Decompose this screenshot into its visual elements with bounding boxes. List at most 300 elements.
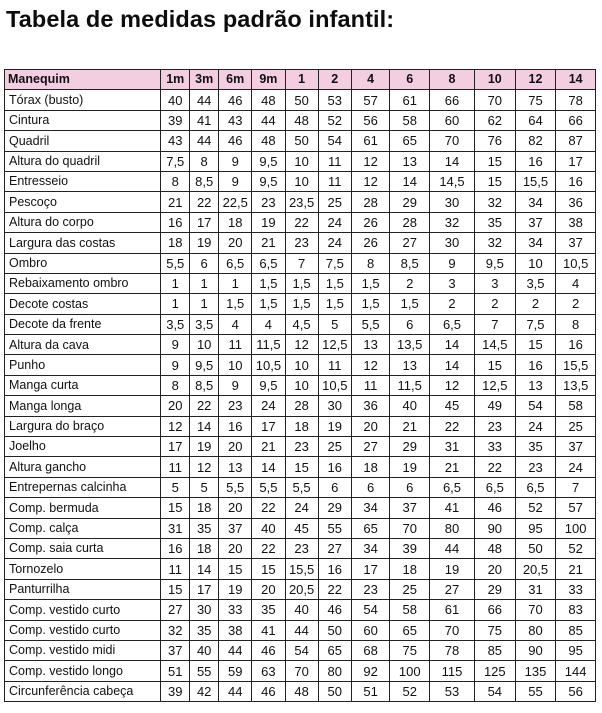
- table-cell: 45: [285, 518, 318, 538]
- table-cell: 24: [285, 498, 318, 518]
- row-label: Largura do braço: [5, 416, 161, 436]
- table-cell: 35: [474, 212, 515, 232]
- table-cell: 24: [556, 457, 596, 477]
- table-cell: 55: [318, 518, 351, 538]
- table-cell: 100: [390, 661, 430, 681]
- table-cell: 20: [474, 559, 515, 579]
- table-cell: 14: [390, 171, 430, 191]
- table-cell: 22: [252, 538, 285, 558]
- table-cell: 48: [474, 538, 515, 558]
- row-label: Panturrilha: [5, 579, 161, 599]
- header-cell-manequim: Manequim: [5, 70, 161, 90]
- table-cell: 9: [430, 253, 475, 273]
- table-row: [5, 416, 596, 436]
- table-cell: 25: [390, 579, 430, 599]
- table-cell: 24: [515, 416, 556, 436]
- table-cell: 1,5: [252, 273, 285, 293]
- table-row: [5, 355, 596, 375]
- table-cell: 56: [351, 110, 390, 130]
- header-cell-size: 3m: [190, 70, 219, 90]
- table-cell: 35: [252, 600, 285, 620]
- table-cell: 8,5: [390, 253, 430, 273]
- table-cell: 6,5: [515, 477, 556, 497]
- table-cell: 57: [351, 90, 390, 110]
- table-cell: 22: [190, 192, 219, 212]
- table-cell: 15: [219, 559, 252, 579]
- row-label: Comp. vestido curto: [5, 600, 161, 620]
- table-cell: 30: [430, 192, 475, 212]
- table-cell: 14: [430, 151, 475, 171]
- table-cell: 11: [318, 171, 351, 191]
- table-cell: 14: [190, 559, 219, 579]
- table-cell: 17: [252, 416, 285, 436]
- table-cell: 6,5: [252, 253, 285, 273]
- table-cell: 52: [556, 538, 596, 558]
- table-cell: 20: [219, 498, 252, 518]
- table-cell: 18: [190, 498, 219, 518]
- table-cell: 34: [515, 192, 556, 212]
- table-cell: 27: [161, 600, 190, 620]
- table-cell: 62: [474, 110, 515, 130]
- table-cell: 85: [556, 620, 596, 640]
- table-cell: 22: [474, 457, 515, 477]
- table-cell: 10: [219, 355, 252, 375]
- row-label: Comp. saia curta: [5, 538, 161, 558]
- table-cell: 1,5: [351, 273, 390, 293]
- table-cell: 65: [318, 640, 351, 660]
- table-cell: 56: [556, 681, 596, 701]
- table-row: [5, 171, 596, 191]
- table-cell: 53: [430, 681, 475, 701]
- table-row: [5, 498, 596, 518]
- table-cell: 34: [351, 498, 390, 518]
- table-cell: 30: [318, 396, 351, 416]
- row-label: Entrepernas calcinha: [5, 477, 161, 497]
- header-cell-size: 4: [351, 70, 390, 90]
- row-label: Ombro: [5, 253, 161, 273]
- table-cell: 95: [556, 640, 596, 660]
- table-cell: 44: [219, 640, 252, 660]
- table-row: [5, 477, 596, 497]
- table-cell: 16: [318, 559, 351, 579]
- row-label: Altura do corpo: [5, 212, 161, 232]
- table-row: [5, 538, 596, 558]
- table-header-row: [5, 70, 596, 90]
- table-cell: 90: [474, 518, 515, 538]
- table-cell: 6,5: [474, 477, 515, 497]
- table-cell: 11: [219, 335, 252, 355]
- table-cell: 21: [161, 192, 190, 212]
- table-cell: 7,5: [161, 151, 190, 171]
- table-cell: 32: [474, 192, 515, 212]
- row-label: Comp. vestido longo: [5, 661, 161, 681]
- table-cell: 68: [351, 640, 390, 660]
- row-label: Comp. vestido midi: [5, 640, 161, 660]
- table-cell: 1,5: [285, 294, 318, 314]
- table-cell: 23: [252, 192, 285, 212]
- table-cell: 3: [430, 273, 475, 293]
- table-cell: 5,5: [161, 253, 190, 273]
- table-cell: 37: [219, 518, 252, 538]
- table-row: [5, 314, 596, 334]
- table-cell: 15,5: [556, 355, 596, 375]
- table-cell: 29: [318, 498, 351, 518]
- table-cell: 13,5: [556, 375, 596, 395]
- table-cell: 66: [556, 110, 596, 130]
- table-cell: 52: [515, 498, 556, 518]
- table-cell: 12: [351, 171, 390, 191]
- table-cell: 16: [515, 355, 556, 375]
- header-cell-size: 10: [474, 70, 515, 90]
- table-cell: 11: [161, 559, 190, 579]
- table-row: [5, 335, 596, 355]
- table-cell: 25: [318, 437, 351, 457]
- table-cell: 10: [285, 375, 318, 395]
- table-row: [5, 110, 596, 130]
- table-cell: 15: [161, 498, 190, 518]
- table-cell: 12: [351, 355, 390, 375]
- table-cell: 15: [252, 559, 285, 579]
- table-row: [5, 457, 596, 477]
- table-row: [5, 151, 596, 171]
- table-cell: 23: [285, 538, 318, 558]
- table-cell: 51: [161, 661, 190, 681]
- table-cell: 39: [161, 110, 190, 130]
- table-cell: 82: [515, 131, 556, 151]
- table-cell: 24: [318, 212, 351, 232]
- table-cell: 25: [318, 192, 351, 212]
- table-row: [5, 640, 596, 660]
- table-cell: 39: [390, 538, 430, 558]
- table-cell: 40: [252, 518, 285, 538]
- table-cell: 12: [285, 335, 318, 355]
- table-cell: 125: [474, 661, 515, 681]
- table-cell: 50: [318, 681, 351, 701]
- table-cell: 9,5: [190, 355, 219, 375]
- table-cell: 36: [351, 396, 390, 416]
- table-cell: 50: [285, 131, 318, 151]
- table-cell: 9: [219, 375, 252, 395]
- table-cell: 22: [430, 416, 475, 436]
- table-cell: 3,5: [190, 314, 219, 334]
- table-cell: 90: [515, 640, 556, 660]
- table-cell: 5,5: [219, 477, 252, 497]
- table-cell: 15: [161, 579, 190, 599]
- table-cell: 32: [474, 233, 515, 253]
- table-cell: 70: [430, 131, 475, 151]
- table-cell: 35: [515, 437, 556, 457]
- table-cell: 1: [190, 273, 219, 293]
- table-cell: 115: [430, 661, 475, 681]
- table-cell: 83: [556, 600, 596, 620]
- table-cell: 27: [318, 538, 351, 558]
- table-cell: 44: [190, 131, 219, 151]
- table-cell: 15: [474, 355, 515, 375]
- table-cell: 13: [219, 457, 252, 477]
- table-cell: 16: [556, 171, 596, 191]
- table-cell: 23,5: [285, 192, 318, 212]
- table-cell: 52: [318, 110, 351, 130]
- table-cell: 35: [190, 620, 219, 640]
- table-cell: 61: [430, 600, 475, 620]
- table-cell: 18: [219, 212, 252, 232]
- table-cell: 19: [390, 457, 430, 477]
- table-cell: 70: [515, 600, 556, 620]
- table-cell: 5,5: [285, 477, 318, 497]
- table-cell: 1,5: [252, 294, 285, 314]
- table-cell: 26: [351, 212, 390, 232]
- row-label: Altura do quadril: [5, 151, 161, 171]
- table-cell: 12,5: [474, 375, 515, 395]
- table-cell: 12: [161, 416, 190, 436]
- row-label: Joelho: [5, 437, 161, 457]
- table-cell: 80: [318, 661, 351, 681]
- table-cell: 10: [285, 355, 318, 375]
- table-cell: 16: [161, 538, 190, 558]
- table-row: [5, 253, 596, 273]
- table-cell: 28: [351, 192, 390, 212]
- table-cell: 18: [285, 416, 318, 436]
- table-cell: 58: [390, 110, 430, 130]
- table-cell: 44: [285, 620, 318, 640]
- table-cell: 13: [515, 375, 556, 395]
- table-cell: 26: [351, 233, 390, 253]
- table-cell: 75: [474, 620, 515, 640]
- table-cell: 7: [285, 253, 318, 273]
- table-cell: 46: [252, 681, 285, 701]
- table-cell: 28: [285, 396, 318, 416]
- table-row: [5, 620, 596, 640]
- table-cell: 85: [474, 640, 515, 660]
- table-cell: 144: [556, 661, 596, 681]
- table-cell: 15,5: [285, 559, 318, 579]
- table-cell: 2: [430, 294, 475, 314]
- table-cell: 9,5: [252, 375, 285, 395]
- table-cell: 37: [556, 233, 596, 253]
- table-cell: 12,5: [318, 335, 351, 355]
- header-cell-size: 1: [285, 70, 318, 90]
- table-cell: 19: [318, 416, 351, 436]
- table-cell: 70: [474, 90, 515, 110]
- table-cell: 18: [161, 233, 190, 253]
- table-cell: 40: [190, 640, 219, 660]
- size-table: [4, 69, 596, 702]
- table-row: [5, 233, 596, 253]
- table-cell: 48: [285, 681, 318, 701]
- table-cell: 66: [430, 90, 475, 110]
- table-cell: 21: [390, 416, 430, 436]
- table-cell: 30: [430, 233, 475, 253]
- table-cell: 30: [190, 600, 219, 620]
- table-cell: 65: [351, 518, 390, 538]
- table-cell: 24: [318, 233, 351, 253]
- row-label: Decote costas: [5, 294, 161, 314]
- table-cell: 59: [219, 661, 252, 681]
- table-cell: 8,5: [190, 171, 219, 191]
- table-cell: 8: [556, 314, 596, 334]
- table-cell: 54: [318, 131, 351, 151]
- header-cell-size: 12: [515, 70, 556, 90]
- table-cell: 16: [556, 335, 596, 355]
- table-cell: 48: [252, 90, 285, 110]
- table-cell: 10,5: [556, 253, 596, 273]
- table-cell: 80: [515, 620, 556, 640]
- table-cell: 24: [252, 396, 285, 416]
- table-cell: 15: [515, 335, 556, 355]
- table-cell: 6: [390, 314, 430, 334]
- table-cell: 75: [515, 90, 556, 110]
- table-cell: 5: [318, 314, 351, 334]
- row-label: Manga curta: [5, 375, 161, 395]
- table-cell: 22: [285, 212, 318, 232]
- table-cell: 4: [252, 314, 285, 334]
- table-cell: 37: [515, 212, 556, 232]
- table-cell: 9,5: [474, 253, 515, 273]
- table-cell: 6: [390, 477, 430, 497]
- row-label: Cintura: [5, 110, 161, 130]
- table-cell: 14,5: [474, 335, 515, 355]
- table-cell: 28: [390, 212, 430, 232]
- table-cell: 19: [252, 212, 285, 232]
- table-cell: 16: [515, 151, 556, 171]
- table-cell: 15: [285, 457, 318, 477]
- table-cell: 8: [161, 375, 190, 395]
- table-cell: 13: [390, 151, 430, 171]
- table-cell: 1,5: [285, 273, 318, 293]
- table-cell: 9: [161, 335, 190, 355]
- table-cell: 17: [161, 437, 190, 457]
- header-cell-size: 1m: [161, 70, 190, 90]
- table-cell: 1,5: [351, 294, 390, 314]
- table-cell: 39: [161, 681, 190, 701]
- table-row: [5, 212, 596, 232]
- table-cell: 80: [430, 518, 475, 538]
- table-cell: 54: [474, 681, 515, 701]
- table-cell: 18: [390, 559, 430, 579]
- table-cell: 78: [430, 640, 475, 660]
- table-cell: 8: [161, 171, 190, 191]
- table-cell: 65: [390, 131, 430, 151]
- table-cell: 14: [190, 416, 219, 436]
- table-cell: 44: [219, 681, 252, 701]
- table-cell: 13: [351, 335, 390, 355]
- table-cell: 9,5: [252, 151, 285, 171]
- table-cell: 34: [351, 538, 390, 558]
- table-cell: 20: [351, 416, 390, 436]
- table-cell: 55: [190, 661, 219, 681]
- table-cell: 40: [390, 396, 430, 416]
- row-label: Punho: [5, 355, 161, 375]
- table-cell: 95: [515, 518, 556, 538]
- table-cell: 15,5: [515, 171, 556, 191]
- table-cell: 22,5: [219, 192, 252, 212]
- table-cell: 20: [219, 233, 252, 253]
- table-cell: 12: [351, 151, 390, 171]
- row-label: Altura gancho: [5, 457, 161, 477]
- table-cell: 38: [556, 212, 596, 232]
- table-cell: 2: [556, 294, 596, 314]
- row-label: Circunferência cabeça: [5, 681, 161, 701]
- table-cell: 31: [515, 579, 556, 599]
- table-cell: 4,5: [285, 314, 318, 334]
- table-cell: 19: [190, 233, 219, 253]
- table-cell: 20: [161, 396, 190, 416]
- table-cell: 14,5: [430, 171, 475, 191]
- table-cell: 9: [161, 355, 190, 375]
- table-cell: 27: [390, 233, 430, 253]
- table-cell: 12: [430, 375, 475, 395]
- table-cell: 31: [161, 518, 190, 538]
- table-cell: 29: [390, 437, 430, 457]
- table-row: [5, 600, 596, 620]
- table-cell: 70: [390, 518, 430, 538]
- table-cell: 1,5: [318, 294, 351, 314]
- table-cell: 3,5: [515, 273, 556, 293]
- table-cell: 51: [351, 681, 390, 701]
- table-cell: 41: [190, 110, 219, 130]
- row-label: Comp. calça: [5, 518, 161, 538]
- table-cell: 61: [351, 131, 390, 151]
- table-cell: 61: [390, 90, 430, 110]
- table-cell: 1: [219, 273, 252, 293]
- table-cell: 14: [430, 355, 475, 375]
- table-cell: 46: [318, 600, 351, 620]
- table-cell: 12: [190, 457, 219, 477]
- table-cell: 1: [161, 294, 190, 314]
- table-cell: 11: [351, 375, 390, 395]
- table-cell: 60: [351, 620, 390, 640]
- header-cell-size: 2: [318, 70, 351, 90]
- table-cell: 37: [556, 437, 596, 457]
- table-cell: 19: [190, 437, 219, 457]
- row-label: Quadril: [5, 131, 161, 151]
- table-cell: 2: [515, 294, 556, 314]
- table-cell: 16: [161, 212, 190, 232]
- table-row: [5, 437, 596, 457]
- table-cell: 33: [219, 600, 252, 620]
- table-cell: 11: [318, 355, 351, 375]
- table-cell: 23: [219, 396, 252, 416]
- table-cell: 23: [474, 416, 515, 436]
- table-cell: 10: [285, 171, 318, 191]
- table-cell: 37: [390, 498, 430, 518]
- table-cell: 44: [252, 110, 285, 130]
- header-cell-size: 9m: [252, 70, 285, 90]
- table-cell: 52: [390, 681, 430, 701]
- table-cell: 17: [190, 212, 219, 232]
- table-cell: 14: [252, 457, 285, 477]
- table-cell: 49: [474, 396, 515, 416]
- table-row: [5, 579, 596, 599]
- table-cell: 60: [430, 110, 475, 130]
- row-label: Largura das costas: [5, 233, 161, 253]
- table-cell: 50: [318, 620, 351, 640]
- table-cell: 19: [219, 579, 252, 599]
- row-label: Tórax (busto): [5, 90, 161, 110]
- table-cell: 54: [515, 396, 556, 416]
- table-cell: 65: [390, 620, 430, 640]
- row-label: Entresseio: [5, 171, 161, 191]
- table-cell: 21: [252, 233, 285, 253]
- table-cell: 53: [318, 90, 351, 110]
- table-cell: 7: [474, 314, 515, 334]
- table-cell: 10: [515, 253, 556, 273]
- table-cell: 66: [474, 600, 515, 620]
- table-cell: 20,5: [285, 579, 318, 599]
- table-cell: 18: [190, 538, 219, 558]
- table-cell: 8: [351, 253, 390, 273]
- table-cell: 40: [285, 600, 318, 620]
